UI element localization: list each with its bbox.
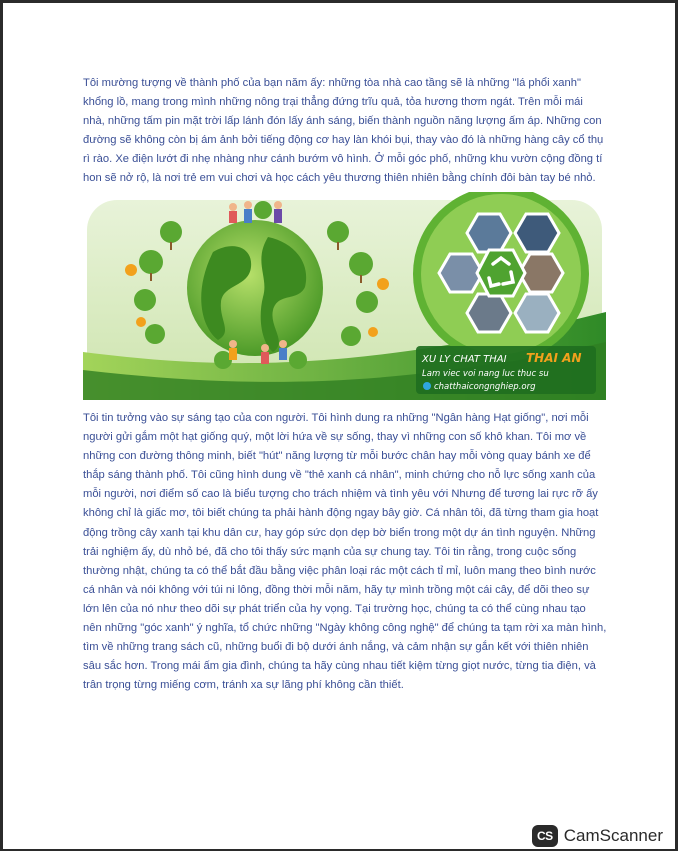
banner-title-part1: XU LY CHAT THAI [422, 354, 507, 365]
banner-title-part2: THAI AN [526, 351, 582, 365]
banner-slogan: Lam viec voi nang luc thuc su [422, 369, 549, 379]
camscanner-watermark [532, 825, 663, 847]
recycle-hexagon-cluster [413, 192, 589, 362]
document-page [3, 3, 675, 849]
globe-small-icon [423, 382, 431, 390]
paragraph-actions: Tôi tin tưởng vào sự sáng tạo của con người. Tôi hình dung ra những "Ngân hàng Hạt giống", nơi mỗi người gửi gắm một hạt giống quý, một lời hứa về sự sống, thay vì những con số khô khan. Tôi mơ về những con đường thông minh, biết "hút" năng lượng từ mỗi bước chân hay mỗi vòng quay bánh xe để thắp sáng thành phố. Tôi cũng hình dung về "thẻ xanh cá nhân", minh chứng cho nỗ lực sống xanh của mỗi người, nơi điểm số cao là biểu tượng cho trách nhiệm và tình yêu với Nhưng để tương lai rực rỡ ấy không chỉ là giấc mơ, tôi biết chúng ta phải hành động ngay bây giờ. Cá nhân tôi, đã từng tham gia hoạt động trồng cây xanh tại khu dân cư, hay góp sức dọn dẹp bờ biển trong một dự án tình nguyện. Những trải nghiệm ấy, dù nhỏ bé, đã cho tôi thấy sức mạnh của sự chung tay. Tôi tin rằng, trong cuộc sống thường nhật, chúng ta có thể bắt đầu bằng việc phân loại rác một cách tỉ mỉ, luôn mang theo bình nước cá nhân và nói không với túi ni lông, đồng thời mỗi năm, hãy tự mình trồng một cái cây, để dõi theo sự lớn lên của nó như theo dõi sự phát triển của hy vọng. Tại trường học, chúng ta có thể cùng nhau tạo nên những "góc xanh" ý nghĩa, tổ chức những "Ngày không công nghệ" để chúng ta tạm rời xa màn hình, tìm về những trang sách cũ, những buổi đi bộ dưới ánh nắng, và cảm nhận sự gắn kết với thiên nhiên sâu sắc hơn. Trong mái ấm gia đình, chúng ta hãy cùng nhau tiết kiệm từng giọt nước, từng tia điện, và trân trọng từng miếng cơm, tránh xa sự lãng phí không cần thiết. [83, 412, 607, 692]
camscanner-logo-icon: CS [532, 825, 558, 847]
eco-illustration [83, 192, 606, 400]
banner-website: chatthaicongnghiep.org [434, 382, 536, 392]
eco-illustration-graphic [83, 192, 606, 400]
camscanner-name: CamScanner [563, 826, 663, 845]
paragraph-city-vision: Tôi mường tượng về thành phố của bạn năm ấy: những tòa nhà cao tầng sẽ là những "lá phổi xanh" khổng lồ, mang trong mình những nông trại thẳng đứng trĩu quả, tỏa hương thơm ngát. Trên mỗi mái nhà, những tấm pin mặt trời lấp lánh đón lấy ánh sáng, biến thành nguồn năng lượng ấm áp. Những con đường sẽ không còn bị ám ảnh bởi tiếng động cơ hay làn khói bụi, thay vào đó là những hàng cây cổ thụ rì rào. Xe điện lướt đi nhẹ nhàng như cánh bướm vô hình. Ở mỗi góc phố, những khu vườn cộng đồng tí hon sẽ nở rộ, là nơi trẻ em vui chơi và học cách yêu thương thiên nhiên bằng chính đôi bàn tay bé nhỏ. [83, 77, 604, 185]
